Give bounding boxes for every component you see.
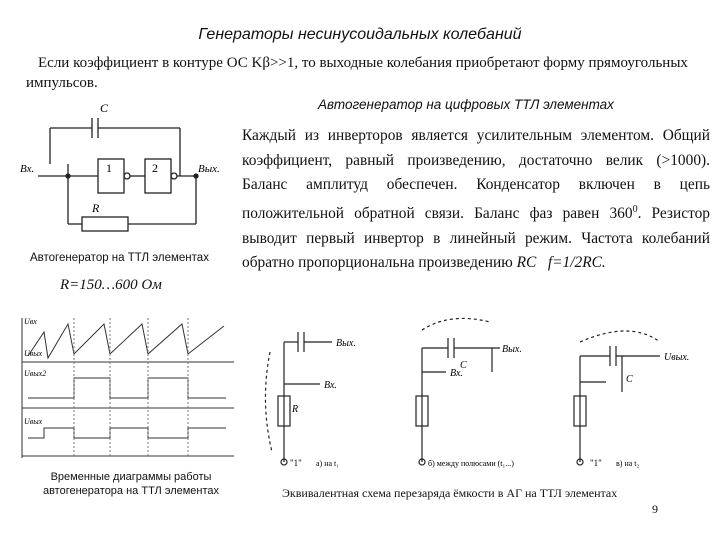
rc-term: RC [516, 254, 537, 272]
intro-paragraph: Если коэффициент в контуре ОС Kβ>>1, то выходные колебания приобретают форму прямоугольных импульсов. [26, 55, 688, 91]
circuit-input-label: Вх. [20, 163, 35, 175]
timing-label-4: Uвых [24, 417, 43, 426]
equivalent-circuit-caption: Эквивалентная схема перезаряда ёмкости в АГ на ТТЛ элементах [282, 486, 618, 500]
circuit-cap-label: C [100, 104, 109, 115]
equiv-c-out: Uвых. [664, 352, 690, 363]
timing-label-3: Uвых2 [24, 369, 47, 378]
timing-caption: Временные диаграммы работы автогенератора на ТТЛ элементах [42, 471, 220, 497]
timing-label-2: Uвых [24, 349, 43, 358]
equivalent-circuits [250, 312, 712, 482]
equiv-c-one: "1" [590, 458, 602, 468]
equiv-a-res: R [292, 404, 299, 415]
circuit-caption: Автогенератор на ТТЛ элементах [30, 252, 209, 264]
page-title: Генераторы несинусоидальных колебаний [198, 26, 522, 43]
equiv-a-in: Вх. [324, 380, 337, 391]
timing-label-1: Uвх [24, 317, 37, 326]
circuit-res-label: R [92, 201, 100, 215]
equiv-a-out: Вых. [336, 338, 356, 349]
body-part2: . Резистор выводит первый инвертор в линейный режим. Частота колебаний обратно пропорциональна произведению [242, 204, 710, 272]
body-paragraph [242, 124, 710, 276]
circuit-output-label: Вых. [198, 163, 220, 175]
section-heading: Автогенератор на цифровых ТТЛ элементах [318, 97, 614, 112]
frequency-formula: f=1/2RC. [547, 254, 606, 272]
resistor-range: R=150…600 Ом [60, 277, 162, 293]
equiv-a-caption: а) на t₁ [316, 459, 340, 468]
inverter-2-label: 2 [152, 161, 158, 175]
timing-diagram [14, 312, 240, 462]
equiv-c-cap: C [626, 374, 633, 385]
equiv-a-one: "1" [290, 458, 302, 468]
equiv-b-out: Вых. [502, 344, 522, 355]
degree-superscript: 0 [632, 203, 638, 215]
oscillator-circuit-diagram [20, 104, 230, 244]
body-part1: Каждый из инверторов является усилительным элементом. Общий коэффициент, равный произведению, достаточно велик (>1000). Баланс амплитуд обеспечен. Конденсатор включен в цепь положительной обратной связи. Баланс фаз равен 360 [242, 127, 710, 222]
equiv-b-caption: б) между полюсами (t₁...) [428, 459, 514, 468]
equiv-c-caption: в) на t₂ [616, 459, 640, 468]
page-number: 9 [652, 502, 658, 516]
inverter-1-label: 1 [106, 161, 112, 175]
equiv-b-cap: C [460, 360, 467, 371]
equiv-b-in: Вх. [450, 368, 463, 379]
